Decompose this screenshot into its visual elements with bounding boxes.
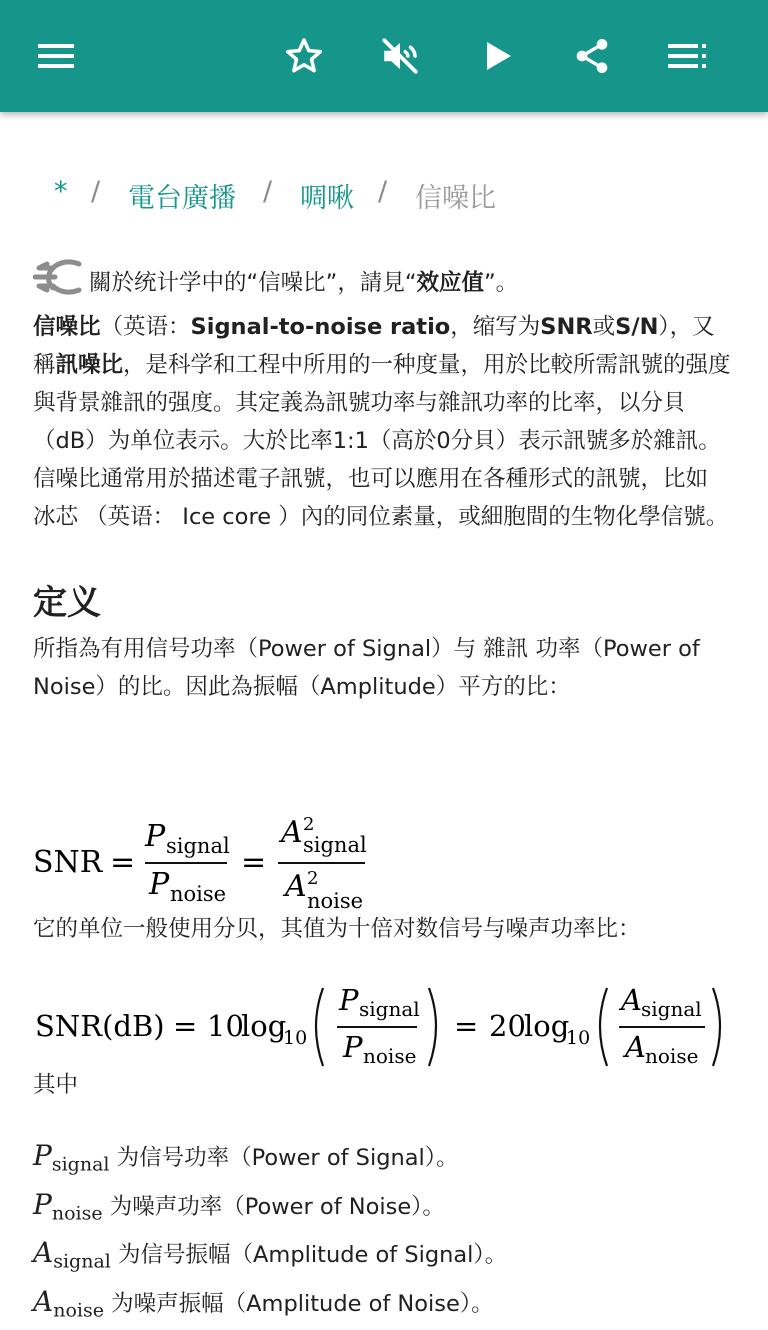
formula-subscript: signal <box>359 997 420 1021</box>
section-title-definition: 定义 <box>33 576 737 630</box>
formula-symbol: A <box>33 1285 53 1318</box>
formula-snr-db: SNR(dB) <box>35 1009 165 1043</box>
intro-paragraph <box>33 308 737 536</box>
formula-symbol: A <box>622 1030 646 1064</box>
formula-log-base: 10 <box>283 1027 307 1049</box>
breadcrumb-separator: / <box>378 176 387 207</box>
formula-symbol: P <box>33 1139 52 1172</box>
intro-text: ，缩写为 <box>450 314 540 340</box>
symbol-definitions <box>33 1136 737 1330</box>
right-paren <box>713 988 720 1066</box>
left-paren <box>316 988 323 1066</box>
list-item <box>33 1136 737 1185</box>
definition-text: 为信号振幅（Amplitude of Signal）。 <box>111 1242 507 1268</box>
disambiguation-icon <box>33 258 83 308</box>
snr-ratio-formula <box>33 810 413 920</box>
breadcrumb-current: 信噪比 <box>415 176 496 215</box>
play-icon[interactable] <box>466 24 530 88</box>
term-bold: 訊噪比 <box>56 352 124 378</box>
breadcrumb-item-radio[interactable]: 電台廣播 <box>128 176 236 215</box>
article-content <box>33 258 737 706</box>
breadcrumb-item-chirp[interactable]: 啁啾 <box>300 176 354 215</box>
formula-subscript: noise <box>307 889 363 913</box>
definition-paragraph: 所指為有用信号功率（Power of Signal）与 雜訊 功率（Power of Noise）的比。因此為振幅（Amplitude）平方的比： <box>33 630 737 706</box>
formula-subscript: signal <box>166 834 230 858</box>
formula-subscript: noise <box>170 882 226 906</box>
formula-coefficient: 10 <box>207 1009 244 1043</box>
breadcrumb-root[interactable]: * <box>54 176 68 207</box>
formula-symbol: A <box>278 815 303 850</box>
formula-subscript: signal <box>52 1154 110 1176</box>
intro-text: 或 <box>593 314 616 340</box>
share-icon[interactable] <box>560 24 624 88</box>
breadcrumb-separator: / <box>91 176 100 207</box>
intro-text: ），又稱 <box>33 314 715 378</box>
hatnote-text: 關於统计学中的“信噪比”，請見“ <box>89 270 416 296</box>
hatnote-text-end: ”。 <box>484 270 518 296</box>
definition-text: 为噪声振幅（Amplitude of Noise）。 <box>104 1291 494 1317</box>
term-bold: SNR <box>540 314 592 340</box>
formula-subscript: noise <box>645 1044 698 1068</box>
intro-text: ，是科学和工程中所用的一种度量，用於比較所需訊號的强度與背景雜訊的强度。其定義為訊號功率与雜訊功率的比率，以分貝（dB）为单位表示。大於比率1:1（高於0分貝）表示訊號多於雜訊。信噪比通常用於描述電子訊號，也可以應用在各種形式的訊號，比如 冰芯 （英语： Ice core ）內的同位素量，或細胞間的生物化學信號。 <box>33 352 731 530</box>
formula-superscript: 2 <box>307 868 318 889</box>
formula-subscript: noise <box>52 1202 103 1224</box>
list-item <box>33 1233 737 1282</box>
formula-log-base: 10 <box>566 1027 590 1049</box>
formula-subscript: noise <box>363 1044 416 1068</box>
unit-paragraph: 它的单位一般使用分贝，其值为十倍对数信号与噪声功率比： <box>33 910 737 948</box>
formula-superscript: 2 <box>303 814 314 835</box>
formula-symbol: A <box>33 1236 53 1269</box>
term-bold: Signal-to-noise ratio <box>191 314 451 340</box>
formula-snr: SNR <box>33 845 104 880</box>
formula-log: log <box>241 1009 286 1043</box>
hatnote <box>33 258 737 308</box>
left-paren <box>600 988 607 1066</box>
formula-symbol: A <box>282 869 307 904</box>
hamburger-menu-icon[interactable] <box>24 24 88 88</box>
formula-subscript: noise <box>53 1299 104 1321</box>
where-label: 其中 <box>33 1066 78 1104</box>
formula-equals: = <box>173 1009 197 1043</box>
formula-subscript: signal <box>53 1251 111 1273</box>
playlist-icon[interactable] <box>656 24 720 88</box>
formula-symbol: A <box>618 983 642 1017</box>
term-bold: 信噪比 <box>33 314 101 340</box>
term-bold: S/N <box>615 314 658 340</box>
breadcrumb-separator: / <box>263 176 272 207</box>
formula-symbol: P <box>33 1188 52 1221</box>
definition-text: 为噪声功率（Power of Noise）。 <box>103 1194 445 1220</box>
definition-text: 为信号功率（Power of Signal）。 <box>109 1145 458 1171</box>
list-item <box>33 1185 737 1234</box>
formula-equals: = <box>241 845 266 880</box>
app-bar <box>0 0 768 112</box>
intro-text: （英语： <box>101 314 191 340</box>
hatnote-link[interactable]: 效应值 <box>416 270 484 296</box>
formula-equals: = <box>110 845 135 880</box>
volume-off-icon[interactable] <box>368 24 432 88</box>
formula-symbol: P <box>148 867 170 902</box>
snr-db-formula <box>33 980 733 1080</box>
formula-subscript: signal <box>303 833 367 857</box>
formula-log: log <box>524 1009 569 1043</box>
list-item <box>33 1282 737 1330</box>
formula-equals: = <box>454 1009 478 1043</box>
formula-subscript: signal <box>641 997 702 1021</box>
right-paren <box>429 988 436 1066</box>
star-outline-icon[interactable] <box>272 24 336 88</box>
formula-symbol: P <box>144 819 166 854</box>
formula-symbol: P <box>338 983 359 1017</box>
formula-coefficient: 20 <box>489 1009 526 1043</box>
formula-symbol: P <box>342 1030 363 1064</box>
